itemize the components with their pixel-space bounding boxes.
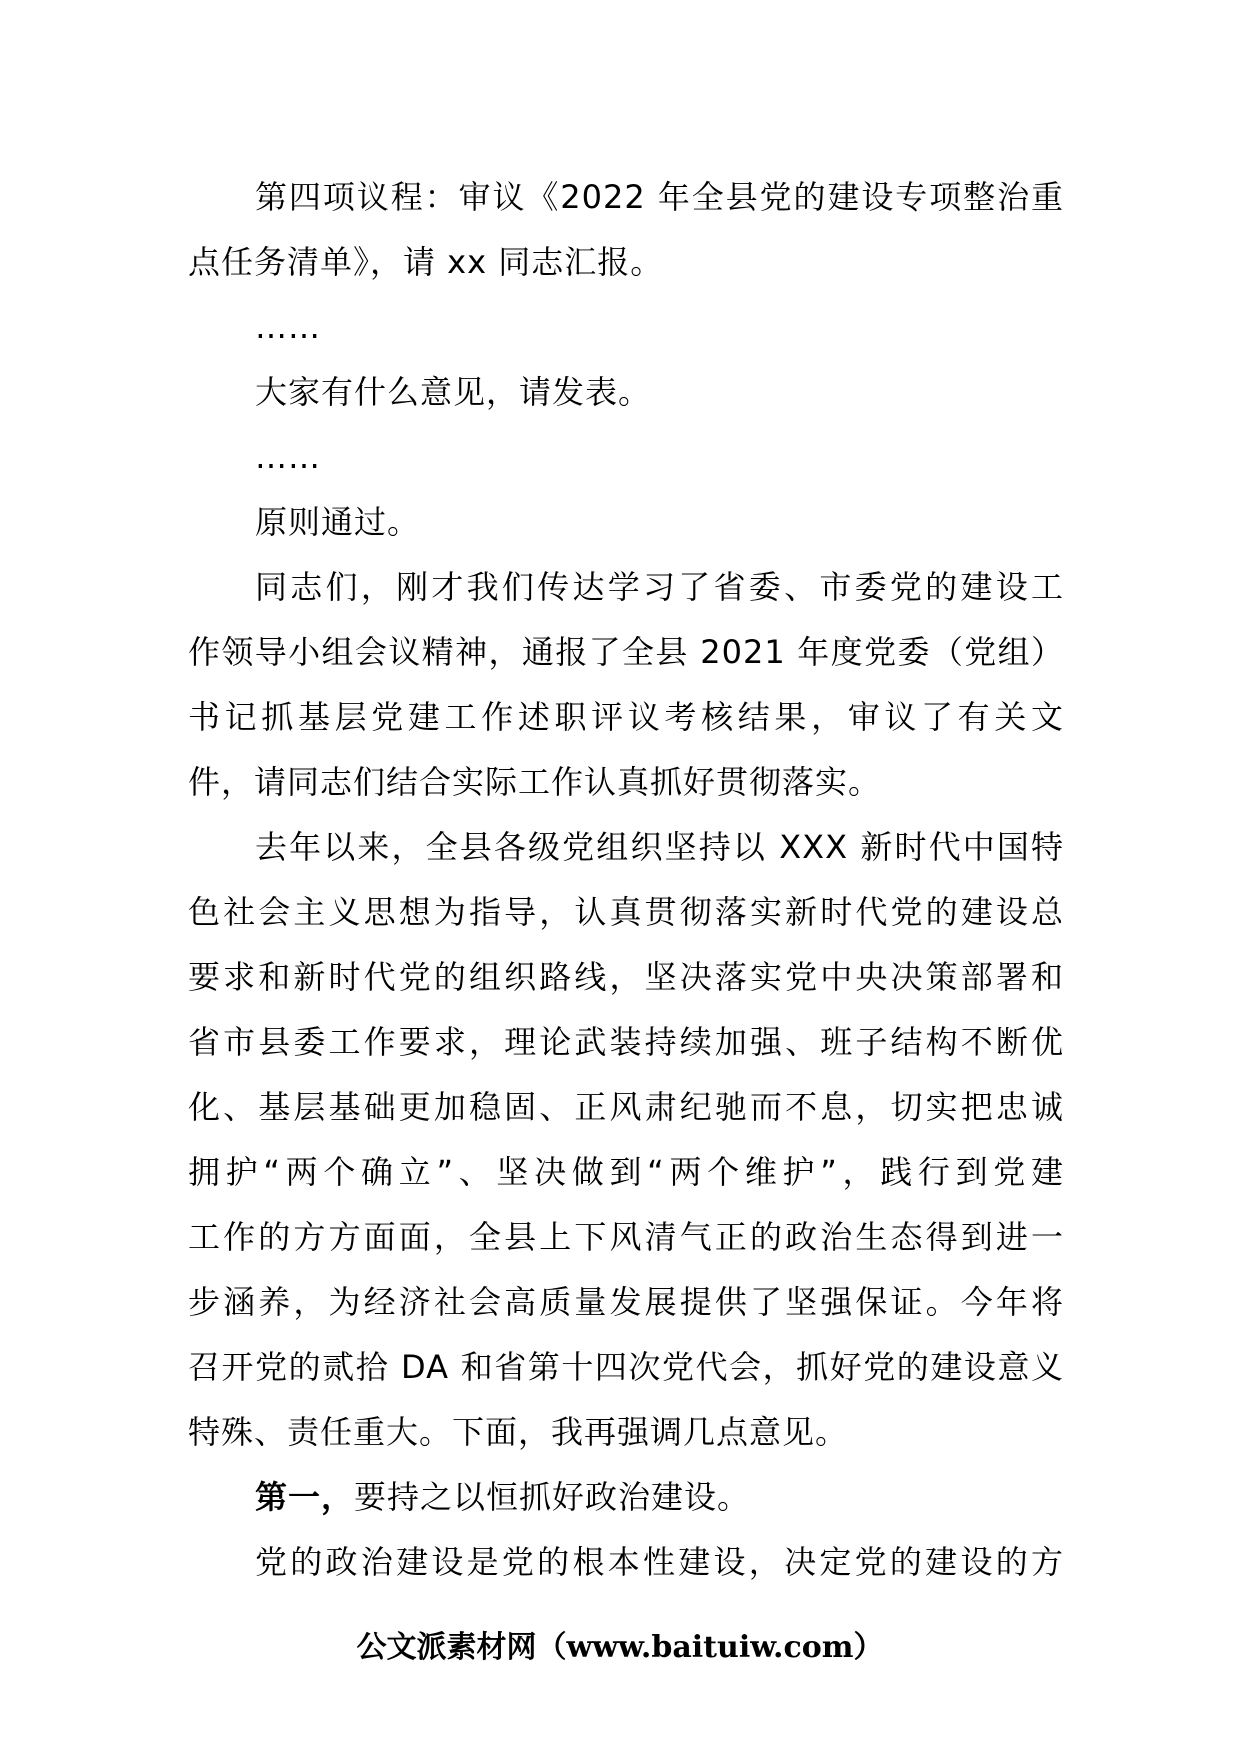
text-line: 作领导小组会议精神，通报了全县 2021 年度党委（党组） bbox=[188, 633, 1064, 671]
text-line: 工作的方方面面，全县上下风清气正的政治生态得到进一 bbox=[188, 1218, 1064, 1256]
text-line: 拥护“两个确立”、坚决做到“两个维护”，践行到党建 bbox=[188, 1153, 1064, 1191]
heading-text: 要持之以恒抓好政治建设。 bbox=[354, 1478, 751, 1516]
text-line: 件，请同志们结合实际工作认真抓好贯彻落实。 bbox=[188, 763, 882, 801]
text-line: 大家有什么意见，请发表。 bbox=[255, 373, 652, 411]
text-line: 去年以来，全县各级党组织坚持以 XXX 新时代中国特 bbox=[255, 828, 1064, 866]
text-line: 党的政治建设是党的根本性建设，决定党的建设的方 bbox=[255, 1543, 1064, 1581]
document-body bbox=[188, 165, 1064, 1595]
text-line: 原则通过。 bbox=[255, 503, 421, 541]
footer-watermark: 公文派素材网（www.baituiw.com） bbox=[356, 1630, 884, 1665]
text-line: 化、基层基础更加稳固、正风肃纪驰而不息，切实把忠诚 bbox=[188, 1088, 1064, 1126]
text-line: …… bbox=[255, 308, 321, 346]
text-line bbox=[188, 1465, 1064, 1530]
text-line: 同志们，刚才我们传达学习了省委、市委党的建设工 bbox=[255, 568, 1064, 606]
text-line: 点任务清单》，请 xx 同志汇报。 bbox=[188, 243, 664, 281]
text-line: 第四项议程：审议《2022 年全县党的建设专项整治重 bbox=[255, 178, 1064, 216]
text-line: 步涵养，为经济社会高质量发展提供了坚强保证。今年将 bbox=[188, 1283, 1064, 1321]
text-line: 省市县委工作要求，理论武装持续加强、班子结构不断优 bbox=[188, 1023, 1064, 1061]
text-line: 特殊、责任重大。下面，我再强调几点意见。 bbox=[188, 1413, 849, 1451]
heading-prefix: 第一， bbox=[255, 1478, 355, 1516]
text-line: 召开党的贰拾 DA 和省第十四次党代会，抓好党的建设意义 bbox=[188, 1348, 1064, 1386]
text-line: …… bbox=[255, 438, 321, 476]
text-line: 要求和新时代党的组织路线，坚决落实党中央决策部署和 bbox=[188, 958, 1064, 996]
text-line: 色社会主义思想为指导，认真贯彻落实新时代党的建设总 bbox=[188, 893, 1064, 931]
text-line: 书记抓基层党建工作述职评议考核结果，审议了有关文 bbox=[188, 698, 1064, 736]
